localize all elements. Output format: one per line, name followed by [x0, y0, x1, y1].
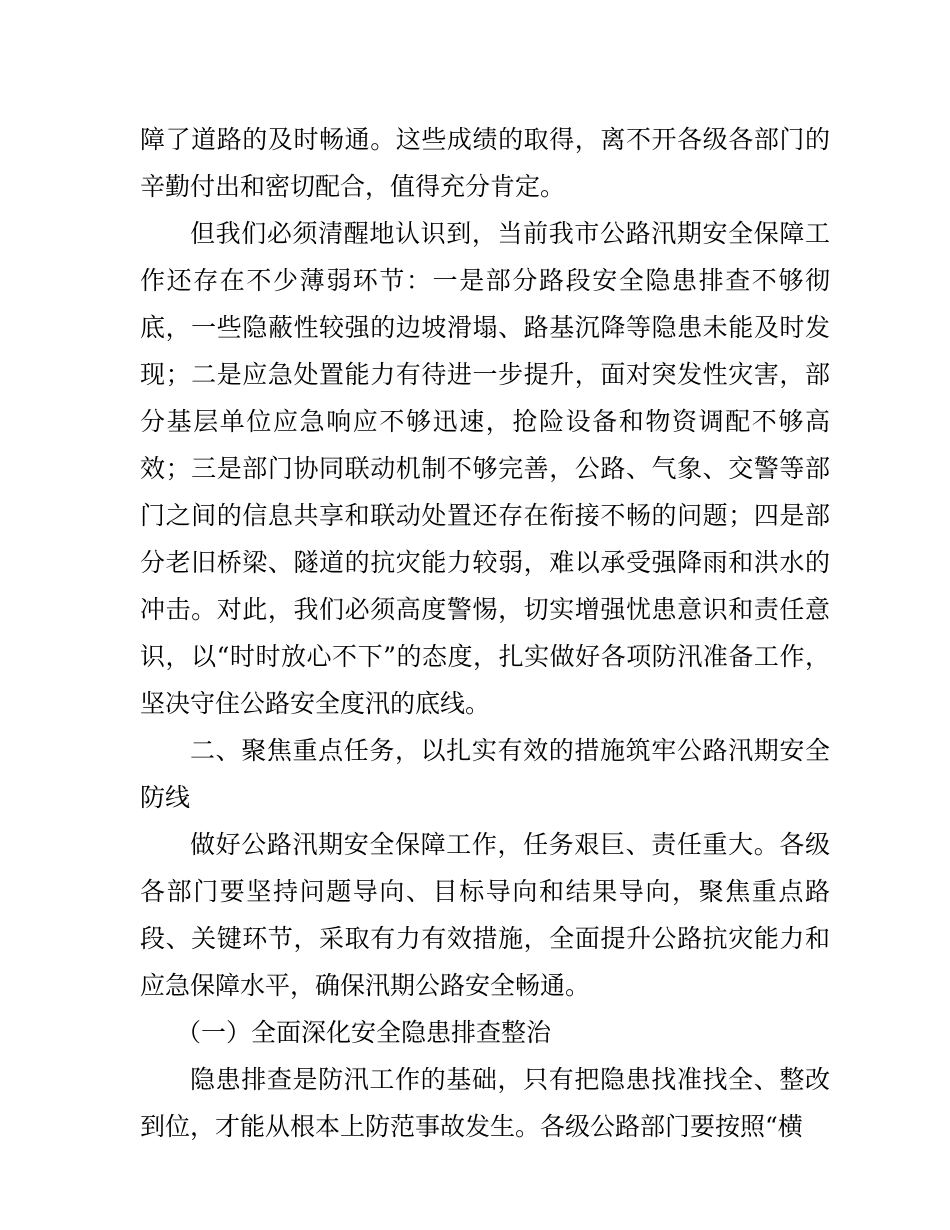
- paragraph-hazard-inspection: 隐患排查是防汛工作的基础，只有把隐患找准找全、整改到位，才能从根本上防范事故发生。各级公路部门要按照“横: [140, 1065, 830, 1141]
- paragraph-continuation: 障了道路的及时畅通。这些成绩的取得，离不开各级各部门的辛勤付出和密切配合，值得充分肯定。: [140, 125, 830, 201]
- sub-heading-1: （一）全面深化安全隐患排查整治: [176, 1018, 552, 1047]
- paragraph-key-tasks: 做好公路汛期安全保障工作，任务艰巨、责任重大。各级各部门要坚持问题导向、目标导向和结果导向，聚焦重点路段、关键环节，采取有力有效措施，全面提升公路抗灾能力和应急保障水平，确保汛期公路安全畅通。: [140, 830, 830, 1000]
- paragraph-weaknesses: 但我们必须清醒地认识到，当前我市公路汛期安全保障工作还存在不少薄弱环节：一是部分路段安全隐患排查不够彻底，一些隐蔽性较强的边坡滑塌、路基沉降等隐患未能及时发现；二是应急处置能力有待进一步提升，面对突发性灾害，部分基层单位应急响应不够迅速，抢险设备和物资调配不够高效；三是部门协同联动机制不够完善，公路、气象、交警等部门之间的信息共享和联动处置还存在衔接不畅的问题；四是部分老旧桥梁、隧道的抗灾能力较弱，难以承受强降雨和洪水的冲击。对此，我们必须高度警惕，切实增强忧患意识和责任意识，以“时时放心不下”的态度，扎实做好各项防汛准备工作，坚决守住公路安全度汛的底线。: [140, 219, 830, 718]
- document-body: [140, 116, 830, 1150]
- section-heading-2: 二、聚焦重点任务，以扎实有效的措施筑牢公路汛期安全防线: [140, 736, 830, 812]
